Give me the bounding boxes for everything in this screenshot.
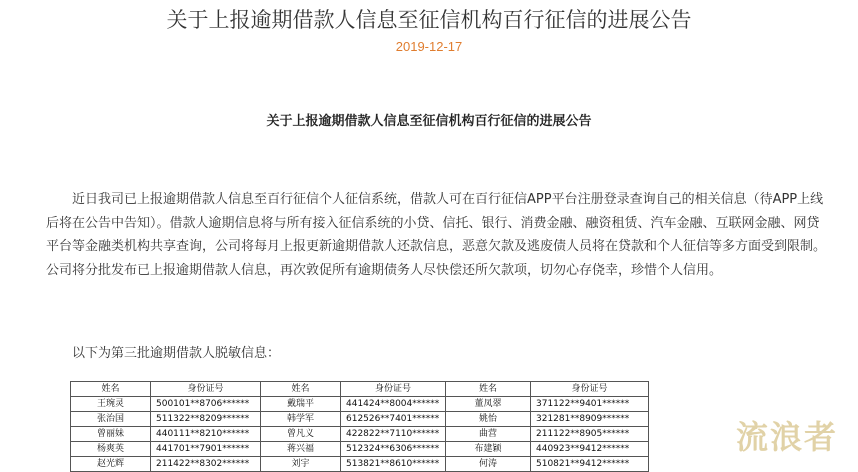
debtor-id: 441424**8004****** <box>341 397 446 412</box>
debtor-id: 440923**9412****** <box>531 442 649 457</box>
debtor-table <box>70 381 649 472</box>
debtor-name: 布建颖 <box>446 442 531 457</box>
table-header-row <box>71 382 649 397</box>
publish-date: 2019-12-17 <box>395 39 463 54</box>
column-header-name: 姓名 <box>71 382 151 397</box>
debtor-id: 510821**9412****** <box>531 457 649 472</box>
batch-intro: 以下为第三批逾期借款人脱敏信息： <box>72 346 281 361</box>
debtor-id: 512324**6306****** <box>341 442 446 457</box>
debtor-name: 戴瑞平 <box>261 397 341 412</box>
debtor-name: 董凤翠 <box>446 397 531 412</box>
debtor-id: 321281**8909****** <box>531 412 649 427</box>
debtor-id: 440111**8210****** <box>151 427 261 442</box>
debtor-name: 姚怡 <box>446 412 531 427</box>
debtor-name: 曲营 <box>446 427 531 442</box>
debtor-name: 杨爽英 <box>71 442 151 457</box>
column-header-id: 身份证号 <box>151 382 261 397</box>
debtor-id: 211422**8302****** <box>151 457 261 472</box>
watermark-logo: 流浪者 <box>736 418 839 456</box>
column-header-name: 姓名 <box>446 382 531 397</box>
column-header-name: 姓名 <box>261 382 341 397</box>
table-row <box>71 442 649 457</box>
debtor-name: 蒋兴福 <box>261 442 341 457</box>
debtor-name: 张治国 <box>71 412 151 427</box>
debtor-id: 441701**7901****** <box>151 442 261 457</box>
debtor-name: 曾丽妹 <box>71 427 151 442</box>
page-title: 关于上报逾期借款人信息至征信机构百行征信的进展公告 <box>166 8 692 32</box>
debtor-id: 612526**7401****** <box>341 412 446 427</box>
debtor-id: 511322**8209****** <box>151 412 261 427</box>
table-row <box>71 412 649 427</box>
table-row <box>71 427 649 442</box>
debtor-name: 何涛 <box>446 457 531 472</box>
article-body: 近日我司已上报逾期借款人信息至百行征信个人征信系统，借款人可在百行征信APP平台注册登录查询自己的相关信息（待APP上线后将在公告中告知）。借款人逾期信息将与所有接入征信系统的小贷、信托、银行、消费金融、融资租赁、汽车金融、互联网金融、网贷平台等金融类机构共享查询，公司将每月上报更新逾期借款人还款信息，恶意欠款及逃废债人员将在贷款和个人征信等多方面受到限制。公司将分批发布已上报逾期借款人信息，再次敦促所有逾期债务人尽快偿还所欠款项，切勿心存侥幸，珍惜个人信用。 <box>46 192 827 278</box>
table-row <box>71 457 649 472</box>
article-heading: 关于上报逾期借款人信息至征信机构百行征信的进展公告 <box>266 114 592 129</box>
debtor-name: 刘宇 <box>261 457 341 472</box>
debtor-id: 422822**7110****** <box>341 427 446 442</box>
debtor-name: 赵光辉 <box>71 457 151 472</box>
debtor-name: 王琬灵 <box>71 397 151 412</box>
debtor-name: 韩学军 <box>261 412 341 427</box>
debtor-name: 曾凡义 <box>261 427 341 442</box>
column-header-id: 身份证号 <box>531 382 649 397</box>
debtor-id: 211122**8905****** <box>531 427 649 442</box>
column-header-id: 身份证号 <box>341 382 446 397</box>
debtor-id: 513821**8610****** <box>341 457 446 472</box>
debtor-id: 371122**9401****** <box>531 397 649 412</box>
table-row <box>71 397 649 412</box>
debtor-id: 500101**8706****** <box>151 397 261 412</box>
